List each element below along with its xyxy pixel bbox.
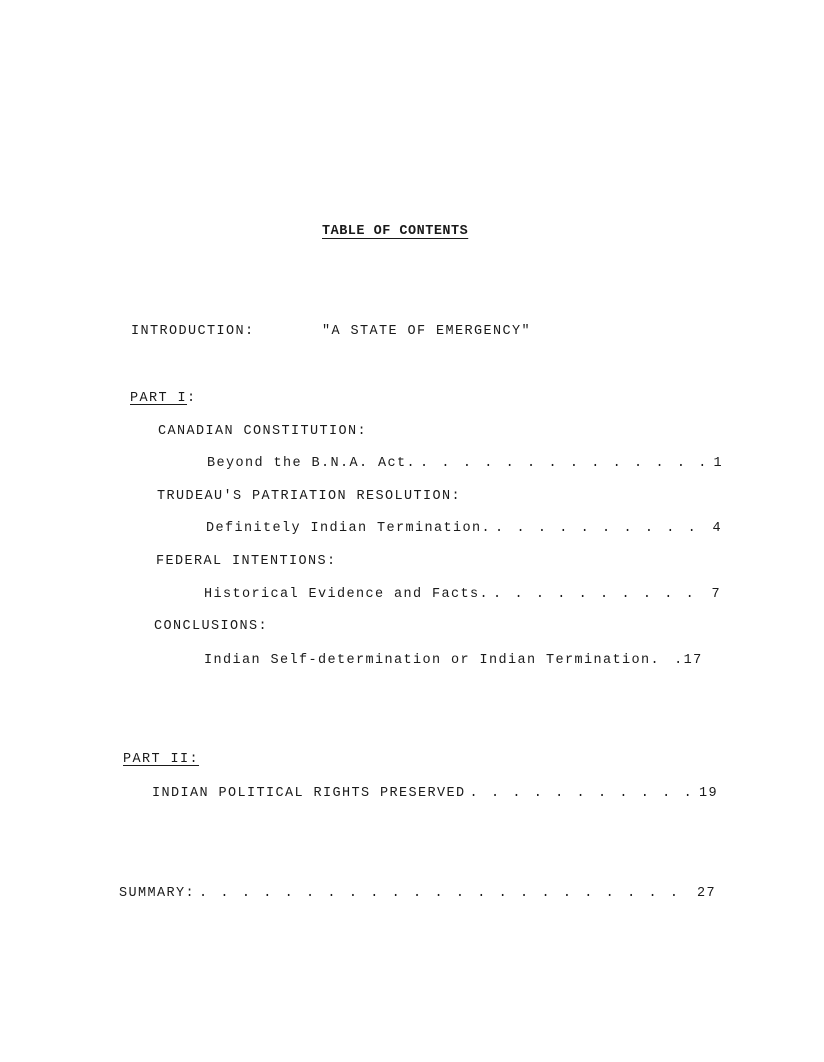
toc-entry-summary: [119, 886, 716, 901]
toc-entry-page-number: 7: [711, 587, 721, 602]
part-1-heading: [130, 391, 197, 406]
introduction-label: INTRODUCTION:: [131, 324, 255, 339]
dot-leader: [495, 521, 708, 536]
toc-entry-page-number: .17: [674, 653, 703, 668]
toc-entry-beyond-bna-act: [207, 456, 723, 471]
toc-entry-page-number: 27: [696, 886, 716, 901]
introduction-heading: "A STATE OF EMERGENCY": [322, 324, 532, 339]
toc-entry-label: SUMMARY:: [119, 886, 196, 901]
part-1-colon: :: [187, 391, 197, 406]
toc-entry-page-number: 1: [713, 456, 723, 471]
toc-entry-label: Indian Self-determination or Indian Termination.: [204, 653, 661, 668]
toc-entry-historical-evidence: [204, 587, 721, 602]
dot-leader: [470, 786, 695, 801]
toc-entry-label: Definitely Indian Termination.: [206, 521, 492, 536]
dot-leader: [199, 886, 693, 901]
section-heading-trudeau-patriation: TRUDEAU'S PATRIATION RESOLUTION:: [157, 489, 462, 504]
toc-entry-self-determination: [204, 653, 722, 668]
dot-leader: [420, 456, 709, 471]
section-heading-conclusions: CONCLUSIONS:: [154, 619, 269, 634]
part-2-heading: PART II:: [123, 752, 200, 767]
toc-entry-page-number: 19: [698, 786, 718, 801]
section-heading-canadian-constitution: CANADIAN CONSTITUTION:: [158, 424, 368, 439]
toc-entry-label: Historical Evidence and Facts.: [204, 587, 490, 602]
toc-entry-label: Beyond the B.N.A. Act.: [207, 456, 417, 471]
toc-entry-indian-termination: [206, 521, 722, 536]
dot-leader: [493, 587, 707, 602]
toc-entry-label: INDIAN POLITICAL RIGHTS PRESERVED: [152, 786, 466, 801]
toc-title: TABLE OF CONTENTS: [322, 224, 469, 239]
toc-entry-page-number: 4: [712, 521, 722, 536]
section-heading-federal-intentions: FEDERAL INTENTIONS:: [156, 554, 337, 569]
part-1-heading-text: PART I: [130, 391, 188, 406]
toc-entry-political-rights: [152, 786, 718, 801]
